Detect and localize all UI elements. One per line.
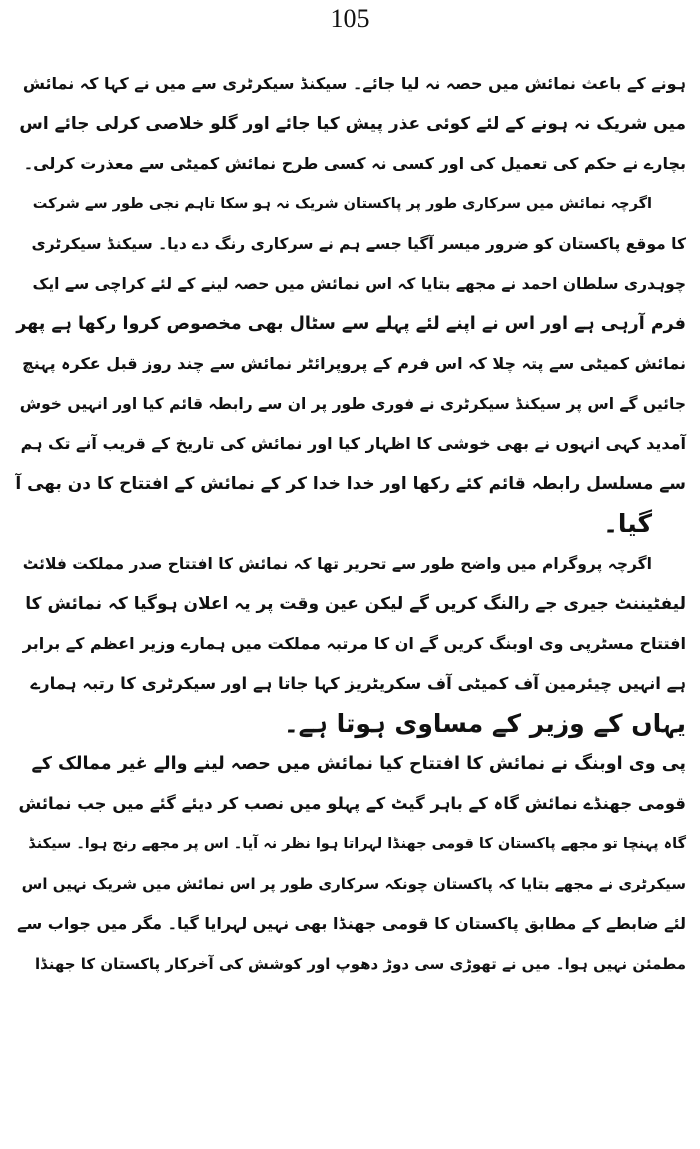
text-line: اگرچہ نمائش میں سرکاری طور پر پاکستان شریک نہ ہو سکا تاہم نجی طور سے شرکت [32,196,652,212]
text-line: سے مسلسل رابطہ قائم کئے رکھا اور خدا خدا کر کے نمائش کے افتتاح کا دن بھی آ [15,474,686,494]
text-line: اگرچہ پروگرام میں واضح طور سے تحریر تھا کہ نمائش کا افتتاح صدر مملکت فلائٹ [22,555,652,573]
text-line: گاہ پہنچا تو مجھے پاکستان کا قومی جھنڈا لہراتا ہوا نظر نہ آیا۔ اس پر مجھے رنج ہوا۔ سیکنڈ [28,836,686,852]
text-line: بچارے نے حکم کی تعمیل کی اور کسی نہ کسی طرح نمائش کمیٹی سے معذرت کرلی۔ [23,154,686,173]
text-line: میں شریک نہ ہونے کے لئے کوئی عذر پیش کیا جائے اور گلو خلاصی کرلی جائے اس [19,114,686,134]
text-line: سیکرٹری نے مجھے بتایا کہ پاکستان چونکہ سرکاری طور پر اس نمائش میں شریک نہیں اس [21,875,686,893]
text-line: قومی جھنڈے نمائش گاہ کے باہر گیٹ کے پہلو میں نصب کر دیئے گئے میں جب نمائش [18,794,686,813]
text-line: لیفٹیننٹ جیری جے رالنگ کریں گے لیکن عین وقت پر یہ اعلان ہوگیا کہ نمائش کا [25,594,686,614]
text-line: یہاں کے وزیر کے مساوی ہوتا ہے۔ [283,709,686,738]
text-line: مطمئن نہیں ہوا۔ میں نے تھوڑی سی دوڑ دھوپ اور کوشش کی آخرکار پاکستان کا جھنڈا [34,955,686,973]
text-line: گیا۔ [603,509,652,538]
page-number: 105 [330,4,370,33]
text-line: پی وی اوبنگ نے نمائش کا افتتاح کیا نمائش میں حصہ لینے والے غیر ممالک کے [31,754,686,774]
text-line: جائیں گے اس پر سیکنڈ سیکرٹری نے فوری طور پر ان سے رابطہ قائم کیا اور انہیں خوش [19,395,686,413]
text-line: افتتاح مسٹرپی وی اوبنگ کریں گے ان کا مرتبہ مملکت میں ہمارے وزیر اعظم کے برابر [22,634,686,653]
text-line: کا موقع پاکستان کو ضرور میسر آگیا جسے ہم نے سرکاری رنگ دے دیا۔ سیکنڈ سیکرٹری [31,235,686,253]
text-line: ہونے کے باعث نمائش میں حصہ نہ لیا جائے۔ سیکنڈ سیکرٹری سے میں نے کہا کہ نمائش [22,74,686,93]
text-line: ہے انہیں چیئرمین آف کمیٹی آف سکریٹریز کہا جاتا ہے اور سیکرٹری کا رتبہ ہمارے [30,674,686,693]
text-line: لئے ضابطے کے مطابق پاکستان کا قومی جھنڈا بھی نہیں لہرایا گیا۔ مگر میں جواب سے [17,914,686,933]
text-line: فرم آرہی ہے اور اس نے اپنے لئے پہلے سے سٹال بھی مخصوص کروا رکھا ہے پھر [16,314,686,334]
text-line: آمدید کہی انہوں نے بھی خوشی کا اظہار کیا اور نمائش کی تاریخ کے قریب آنے تک ہم [20,434,686,453]
text-line: چوہدری سلطان احمد نے مجھے بتایا کہ اس نمائش میں حصہ لینے کے لئے کراچی سے ایک [32,275,686,293]
text-line: نمائش کمیٹی سے پتہ چلا کہ اس فرم کے پروپرائٹر نمائش سے چند روز قبل عکرہ پہنچ [22,354,686,373]
body-text [14,64,686,984]
